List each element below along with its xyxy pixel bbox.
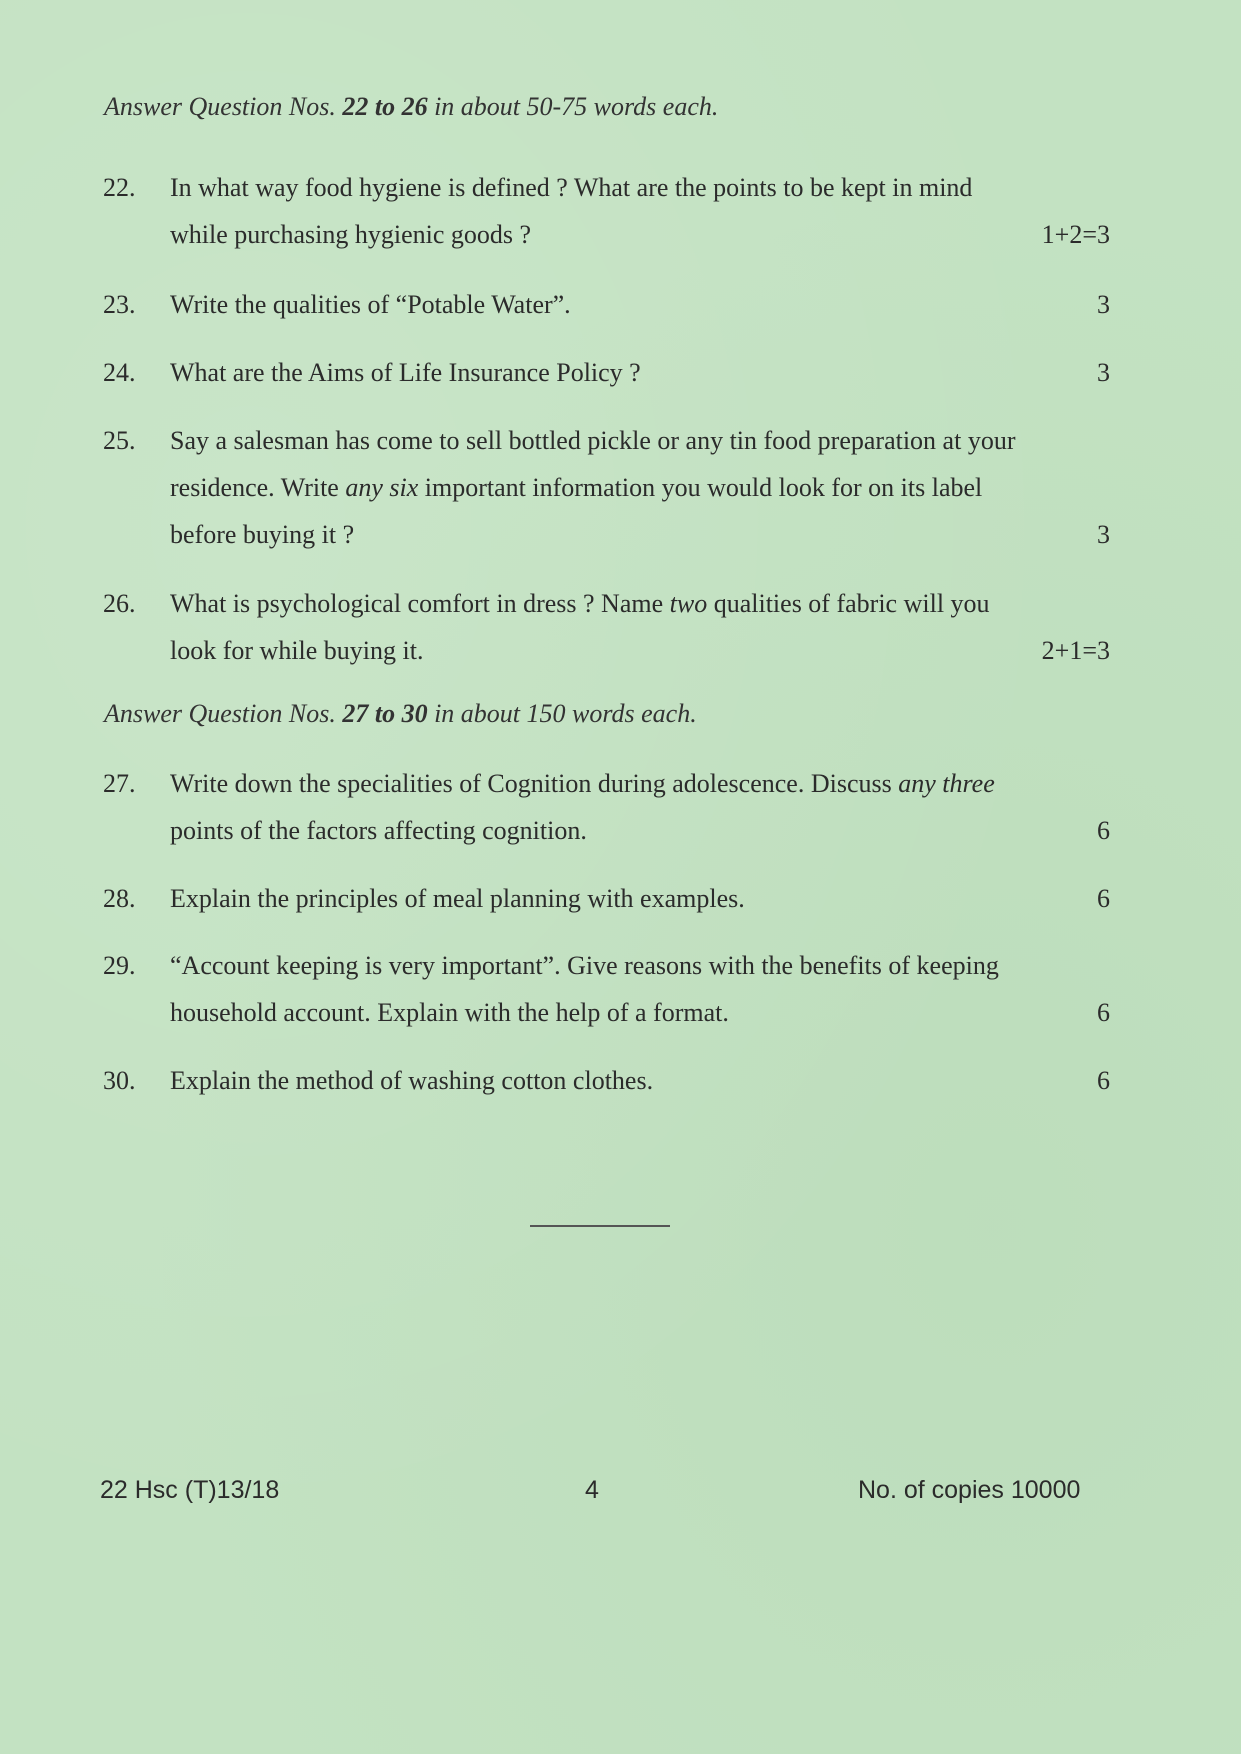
question-text: In what way food hygiene is defined ? What are the points to be kept in mind [170, 173, 973, 202]
question-text [170, 464, 982, 511]
question-marks: 6 [1097, 1066, 1110, 1095]
section-heading-2-range: 27 to 30 [342, 699, 428, 728]
question-marks: 6 [1097, 816, 1110, 845]
footer-copies: No. of copies 10000 [858, 1476, 1081, 1504]
section-heading-2 [104, 699, 697, 729]
question-27 [100, 760, 1110, 854]
footer-page-number: 4 [585, 1476, 599, 1504]
question-text-part: Write down the specialities of Cognition during adolescence. Discuss [170, 769, 892, 798]
question-26 [100, 580, 1110, 674]
section-heading-1-pre: Answer Question Nos. [104, 92, 336, 121]
question-marks: 2+1=3 [1041, 636, 1110, 665]
question-marks: 6 [1097, 884, 1110, 913]
section-heading-1-post: in about 50-75 words each. [434, 92, 719, 121]
question-text [170, 760, 995, 807]
question-text-part: residence. Write [170, 473, 339, 502]
question-text: Write the qualities of “Potable Water”. [170, 290, 571, 319]
question-number: 28. [103, 884, 136, 913]
question-24 [100, 349, 1110, 396]
question-number: 26. [103, 589, 136, 618]
question-text: Explain the method of washing cotton clothes. [170, 1066, 654, 1095]
question-emphasis: two [669, 589, 708, 618]
question-23 [100, 281, 1110, 328]
question-number: 25. [103, 426, 136, 455]
question-text: What are the Aims of Life Insurance Policy ? [170, 358, 641, 387]
question-text: while purchasing hygienic goods ? [170, 220, 532, 249]
question-marks: 1+2=3 [1041, 220, 1110, 249]
question-text-part: qualities of fabric will you [713, 589, 990, 618]
question-text-part: important information you would look for on its label [424, 473, 983, 502]
section-heading-2-pre: Answer Question Nos. [104, 699, 336, 728]
section-heading-1 [104, 92, 718, 122]
question-marks: 6 [1097, 998, 1110, 1027]
question-marks: 3 [1097, 520, 1110, 549]
question-text: “Account keeping is very important”. Give reasons with the benefits of keeping [170, 951, 999, 980]
question-marks: 3 [1097, 290, 1110, 319]
question-number: 29. [103, 951, 136, 980]
footer-code: 22 Hsc (T)13/18 [100, 1476, 280, 1504]
question-text [170, 580, 990, 627]
question-number: 23. [103, 290, 136, 319]
section-heading-1-range: 22 to 26 [342, 92, 428, 121]
question-text: Explain the principles of meal planning with examples. [170, 884, 745, 913]
question-number: 24. [103, 358, 136, 387]
end-divider [530, 1225, 670, 1227]
question-text: points of the factors affecting cognition. [170, 816, 587, 845]
question-text: Say a salesman has come to sell bottled pickle or any tin food preparation at your [170, 426, 1016, 455]
question-30 [100, 1057, 1110, 1104]
question-25 [100, 417, 1110, 558]
question-emphasis: any three [898, 769, 995, 798]
question-marks: 3 [1097, 358, 1110, 387]
section-heading-2-post: in about 150 words each. [434, 699, 697, 728]
question-number: 22. [103, 173, 136, 202]
question-text-part: What is psychological comfort in dress ? Name [170, 589, 664, 618]
question-text: look for while buying it. [170, 636, 424, 665]
question-22 [100, 164, 1110, 258]
question-28 [100, 875, 1110, 922]
question-text: household account. Explain with the help of a format. [170, 998, 729, 1027]
question-number: 30. [103, 1066, 136, 1095]
question-emphasis: any six [345, 473, 419, 502]
question-29 [100, 942, 1110, 1036]
question-text: before buying it ? [170, 520, 355, 549]
question-number: 27. [103, 769, 136, 798]
